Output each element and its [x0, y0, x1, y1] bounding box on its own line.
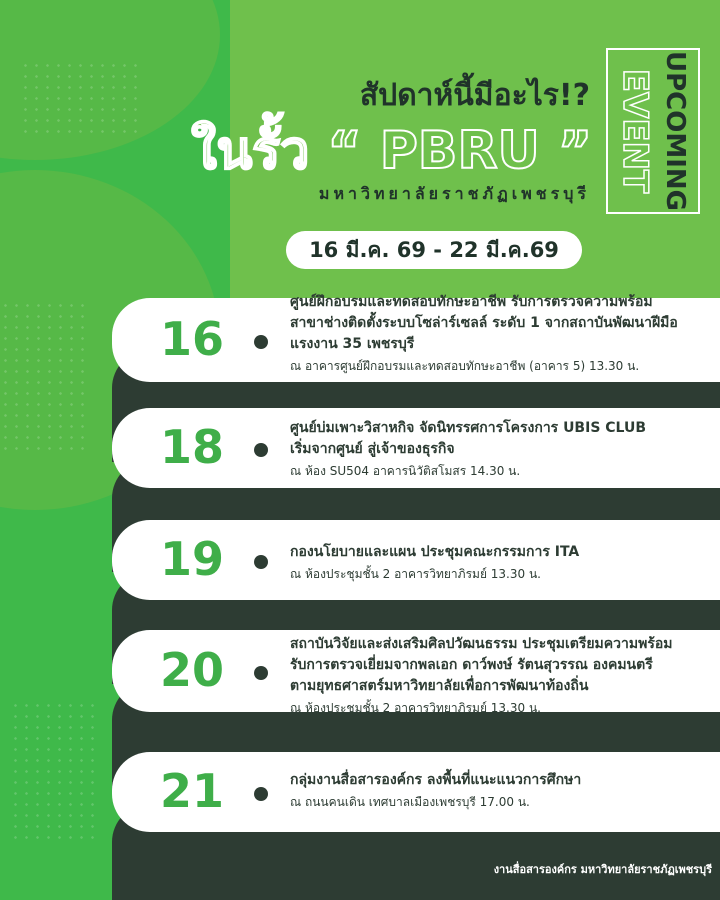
event-location: ณ ห้องประชุมชั้น 2 อาคารวิทยาภิรมย์ 13.30 น. — [290, 567, 541, 581]
event-location: ณ อาคารศูนย์ฝึกอบรมและทดสอบทักษะอาชีพ (อาคาร 5) 13.30 น. — [290, 359, 640, 373]
event-location: ณ ห้องประชุมชั้น 2 อาคารวิทยาภิรมย์ 13.30 น. — [290, 701, 541, 715]
date-range: 16 มี.ค. 69 - 22 มี.ค.69 — [309, 237, 559, 262]
header — [0, 0, 720, 290]
event-details — [290, 542, 712, 583]
event-card — [112, 520, 720, 600]
event-title-line: กลุ่มงานสื่อสารองค์กร ลงพื้นที่แนะแนวการศึกษา — [290, 772, 582, 788]
event-title-line: เริ่มจากศูนย์ สู่เจ้าของธุรกิจ — [290, 441, 455, 457]
event-day: 21 — [159, 764, 224, 818]
bullet-icon — [254, 443, 268, 457]
date-range-pill — [286, 231, 582, 269]
event-location: ณ ถนนคนเดิน เทศบาลเมืองเพชรบุรี 17.00 น. — [290, 795, 530, 809]
event-details — [290, 634, 712, 717]
event-title-line: รับการตรวจเยี่ยมจากพลเอก ดาว์พงษ์ รัตนสุวรรณ องคมนตรี — [290, 657, 653, 673]
event-card — [112, 294, 720, 382]
event-title-line: ศูนย์บ่มเพาะวิสาหกิจ จัดนิทรรศการโครงการ UBIS CLUB — [290, 420, 647, 436]
event-details — [290, 292, 712, 375]
event-location: ณ ห้อง SU504 อาคารนิวัติสโมสร 14.30 น. — [290, 464, 521, 478]
event-title-line: ตามยุทธศาสตร์มหาวิทยาลัยเพื่อการพัฒนาท้องถิ่น — [290, 678, 589, 694]
event-details — [290, 418, 712, 480]
event-title-line: สถาบันวิจัยและส่งเสริมศิลปวัฒนธรรม ประชุมเตรียมความพร้อม — [290, 636, 673, 652]
event-day: 19 — [159, 532, 224, 586]
university-name: มหาวิทยาลัยราชภัฏเพชรบุรี — [318, 184, 590, 203]
event-title-line: แรงงาน 35 เพชรบุรี — [290, 336, 415, 352]
event-title-line: ศูนย์ฝึกอบรมและทดสอบทักษะอาชีพ รับการตรวจความพร้อม — [290, 294, 653, 310]
dot-pattern-left — [0, 300, 90, 450]
event-label: EVENT — [615, 68, 655, 194]
event-card — [112, 408, 720, 488]
event-card — [112, 630, 720, 715]
headline: สัปดาห์นี้มีอะไร!? — [359, 78, 590, 113]
event-day: 20 — [159, 643, 224, 697]
dot-pattern-bottom — [10, 700, 100, 840]
event-day: 18 — [159, 420, 224, 474]
event-card — [112, 752, 720, 832]
footer-credit: งานสื่อสารองค์กร มหาวิทยาลัยราชภัฏเพชรบุรี — [493, 863, 712, 876]
bullet-icon — [254, 666, 268, 680]
upcoming-event-badge — [606, 48, 700, 214]
event-day: 16 — [159, 312, 224, 366]
event-title-line: กองนโยบายและแผน ประชุมคณะกรรมการ ITA — [290, 544, 580, 560]
upcoming-label: UPCOMING — [660, 51, 690, 211]
event-details — [290, 770, 712, 811]
bullet-icon — [254, 787, 268, 801]
event-title-line: สาขาช่างติดตั้งระบบโซล่าร์เซลล์ ระดับ 1 จากสถาบันพัฒนาฝีมือ — [290, 315, 678, 331]
bullet-icon — [254, 555, 268, 569]
headline-pbru: ในรั้ว “ PBRU ” — [191, 121, 592, 181]
bullet-icon — [254, 335, 268, 349]
